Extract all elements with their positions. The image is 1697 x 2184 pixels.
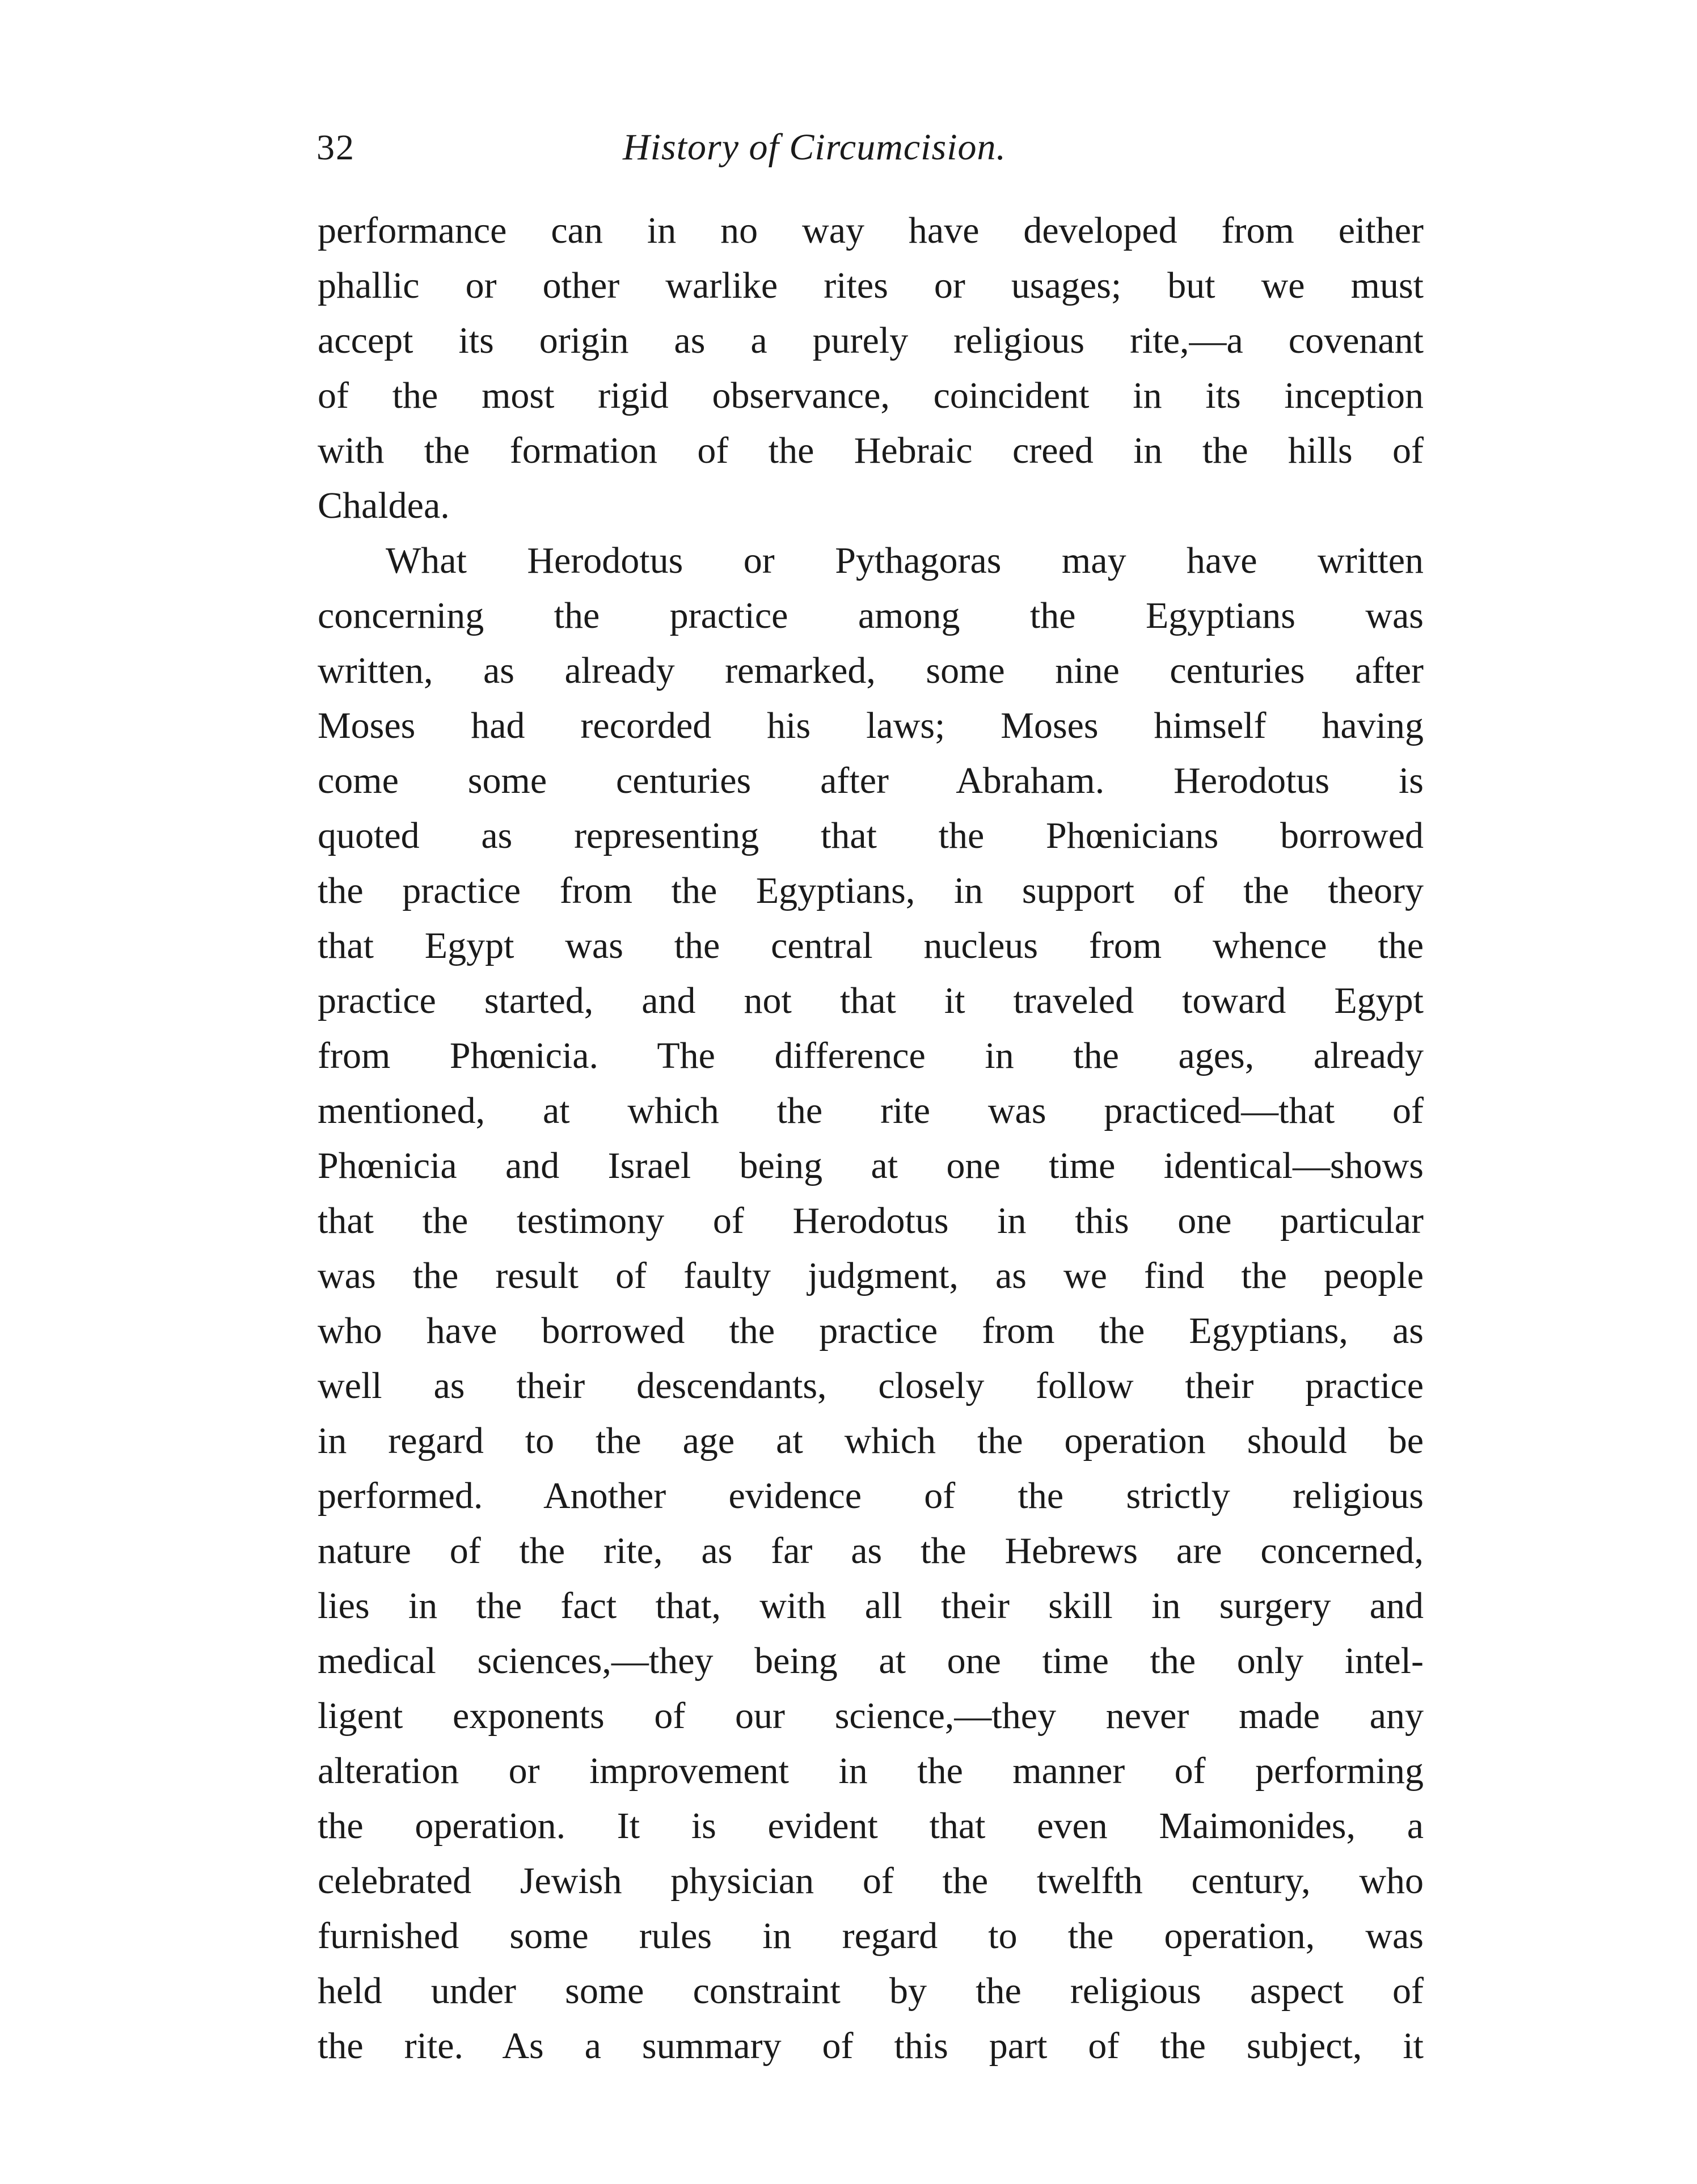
text-line: What Herodotus or Pythagoras may have written (386, 540, 1424, 581)
text-line: furnished some rules in regard to the operation, was (318, 1915, 1424, 1957)
text-line: come some centuries after Abraham. Herodotus is (318, 760, 1424, 801)
text-line: accept its origin as a purely religious rite,—a covenant (318, 320, 1424, 361)
text-line: Chaldea. (318, 485, 450, 526)
text-line: medical sciences,—they being at one time the only intel- (318, 1640, 1424, 1682)
text-line: that Egypt was the central nucleus from whence the (318, 925, 1424, 966)
text-line: was the result of faulty judgment, as we find the people (318, 1255, 1424, 1296)
page-number: 32 (316, 127, 355, 167)
text-line: in regard to the age at which the operation should be (318, 1420, 1424, 1461)
text-line: celebrated Jewish physician of the twelfth century, who (318, 1860, 1424, 1902)
paragraph (318, 203, 1424, 533)
text-line: that the testimony of Herodotus in this one particular (318, 1200, 1424, 1241)
running-title: History of Circumcision. (623, 126, 1007, 168)
text-line: who have borrowed the practice from the Egyptians, as (318, 1310, 1424, 1351)
text-line: Moses had recorded his laws; Moses himself having (318, 705, 1424, 746)
text-line: with the formation of the Hebraic creed in the hills of (318, 430, 1424, 471)
text-line: concerning the practice among the Egyptians was (318, 595, 1424, 636)
text-line: the rite. As a summary of this part of the subject, it (318, 2025, 1424, 2067)
text-line: held under some constraint by the religious aspect of (318, 1970, 1424, 2012)
text-line: written, as already remarked, some nine centuries after (318, 650, 1424, 691)
page-header (316, 122, 1428, 173)
text-line: ligent exponents of our science,—they never made any (318, 1695, 1424, 1737)
text-line: of the most rigid observance, coincident in its inception (318, 375, 1424, 416)
text-line: Phœnicia and Israel being at one time identical—shows (318, 1145, 1424, 1186)
text-line: mentioned, at which the rite was practiced—that of (318, 1090, 1424, 1131)
text-line: nature of the rite, as far as the Hebrews are concerned, (318, 1530, 1424, 1572)
text-line: alteration or improvement in the manner of performing (318, 1750, 1424, 1792)
body-text (318, 203, 1424, 2073)
text-line: quoted as representing that the Phœnicians borrowed (318, 815, 1424, 856)
paragraph (318, 533, 1424, 2073)
text-line: performance can in no way have developed from either (318, 210, 1424, 251)
text-line: from Phœnicia. The difference in the ages, already (318, 1035, 1424, 1076)
text-line: well as their descendants, closely follow their practice (318, 1365, 1424, 1406)
text-line: lies in the fact that, with all their skill in surgery and (318, 1585, 1424, 1627)
text-line: practice started, and not that it traveled toward Egypt (318, 980, 1424, 1021)
text-line: performed. Another evidence of the strictly religious (318, 1475, 1424, 1516)
text-line: phallic or other warlike rites or usages; but we must (318, 265, 1424, 306)
text-line: the practice from the Egyptians, in support of the theory (318, 870, 1424, 911)
text-line: the operation. It is evident that even Maimonides, a (318, 1805, 1424, 1847)
